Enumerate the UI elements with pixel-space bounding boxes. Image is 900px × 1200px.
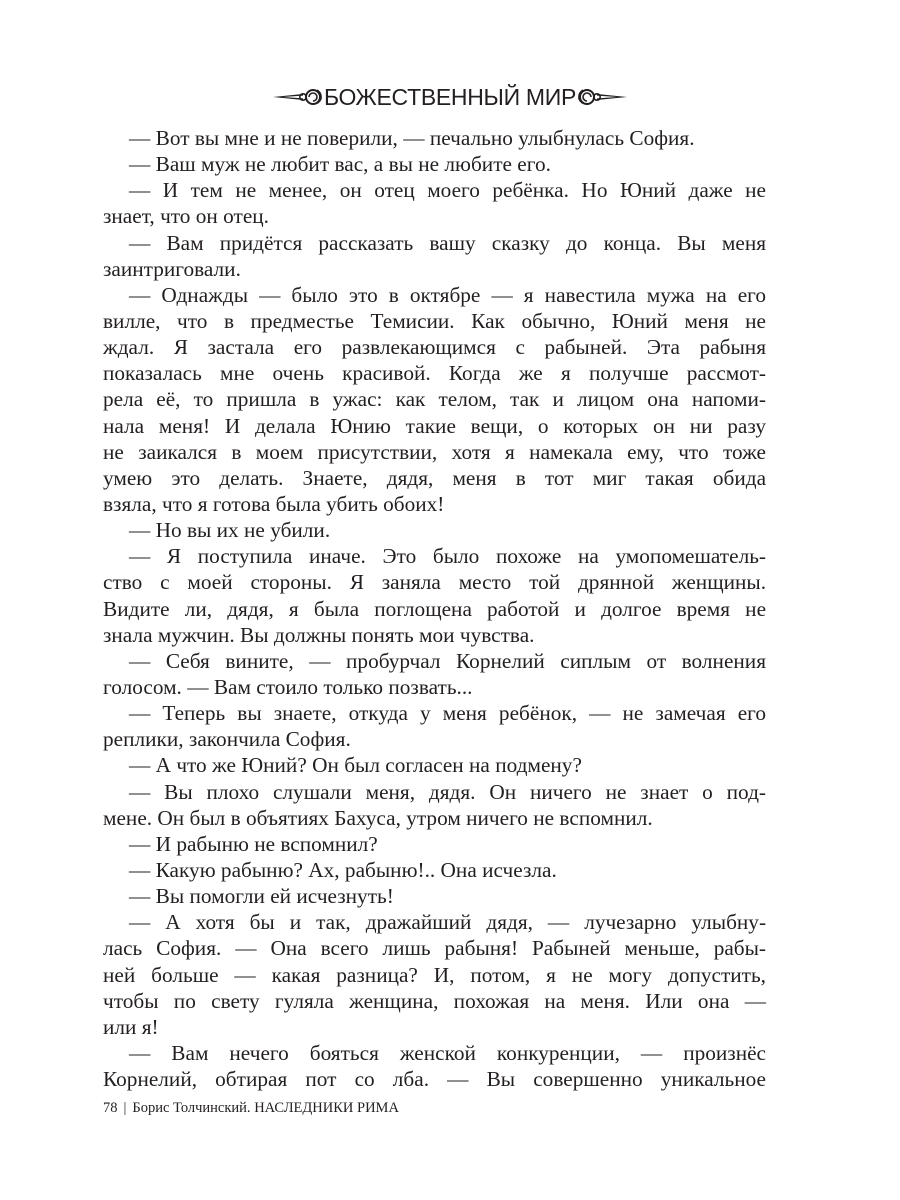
text-line: — Вы плохо слушали меня, дядя. Он ничего не знает о под- bbox=[129, 779, 767, 804]
text-line: голосом. — Вам стоило только позвать... bbox=[103, 674, 473, 699]
text-line: — Вы помогли ей исчезнуть! bbox=[129, 884, 394, 909]
text-line: — Вам нечего бояться женской конкуренции, — произнёс bbox=[129, 1040, 766, 1065]
scroll-ornament-left-icon bbox=[273, 87, 323, 107]
text-line: — Вам придётся рассказать вашу сказку до конца. Вы меня bbox=[129, 230, 767, 255]
page-footer bbox=[103, 1098, 399, 1118]
text-line: заинтриговали. bbox=[103, 256, 241, 281]
text-line: знала мужчин. Вы должны понять мои чувства. bbox=[103, 622, 535, 647]
text-line: — Какую рабыню? Ах, рабыню!.. Она исчезла. bbox=[129, 857, 557, 882]
text-line: вилле, что в предместье Темисии. Как обычно, Юний меня не bbox=[103, 308, 767, 333]
footer-author: Борис Толчинский. bbox=[132, 1100, 251, 1116]
body-text bbox=[103, 125, 766, 1092]
text-line: — И рабыню не вспомнил? bbox=[129, 831, 378, 856]
footer-separator: | bbox=[123, 1100, 127, 1116]
text-line: — Ваш муж не любит вас, а вы не любите его. bbox=[129, 152, 551, 177]
page-number: 78 bbox=[103, 1100, 118, 1116]
text-line: — А что же Юний? Он был согласен на подмену? bbox=[129, 753, 582, 778]
text-line: — И тем не менее, он отец моего ребёнка. Но Юний даже не bbox=[129, 178, 766, 203]
text-line: — А хотя бы и так, дражайший дядя, — лучезарно улыбну- bbox=[129, 910, 767, 935]
text-line: взяла, что я готова была убить обоих! bbox=[103, 491, 445, 516]
text-line: — Вот вы мне и не поверили, — печально улыбнулась София. bbox=[129, 126, 695, 150]
text-line: — Я поступила иначе. Это было похоже на умопомешатель- bbox=[129, 544, 766, 569]
text-line: Видите ли, дядя, я была поглощена работой и долгое время не bbox=[103, 596, 767, 621]
text-line: — Теперь вы знаете, откуда у меня ребёнок, — не замечая его bbox=[129, 701, 767, 726]
text-line: или я! bbox=[103, 1014, 159, 1039]
text-line: нала меня! И делала Юнию такие вещи, о которых он ни разу bbox=[103, 413, 766, 438]
text-line: рела её, то пришла в ужас: как телом, так и лицом она напоми- bbox=[103, 387, 766, 412]
text-line: ждал. Я застала его развлекающимся с рабыней. Эта рабыня bbox=[103, 335, 766, 360]
text-line: знает, что он отец. bbox=[103, 204, 269, 229]
running-head bbox=[0, 82, 900, 112]
text-line: ней больше — какая разница? И, потом, я не могу допустить, bbox=[103, 962, 766, 987]
text-line: чтобы по свету гуляла женщина, похожая на меня. Или она — bbox=[103, 988, 766, 1013]
text-line: — Но вы их не убили. bbox=[129, 518, 331, 543]
text-line: лась София. — Она всего лишь рабыня! Рабыней меньше, рабы- bbox=[103, 936, 767, 961]
text-line: реплики, закончила София. bbox=[103, 727, 351, 752]
text-line: умею это делать. Знаете, дядя, меня в тот миг такая обида bbox=[103, 465, 767, 490]
text-line: мене. Он был в объятиях Бахуса, утром ничего не вспомнил. bbox=[103, 805, 653, 830]
text-line: — Себя вините, — пробурчал Корнелий сиплым от волнения bbox=[129, 648, 766, 673]
text-line: Корнелий, обтирая пот со лба. — Вы совершенно уникальное bbox=[103, 1067, 766, 1092]
running-title: БОЖЕСТВЕННЫЙ МИР bbox=[323, 84, 577, 110]
text-line: не заикался в моем присутствии, хотя я намекала ему, что тоже bbox=[103, 439, 766, 464]
text-line: ство с моей стороны. Я заняла место той дрянной женщины. bbox=[103, 570, 767, 595]
footer-book-title: НАСЛЕДНИКИ РИМА bbox=[254, 1100, 399, 1116]
text-line: — Однажды — было это в октябре — я навестила мужа на его bbox=[129, 282, 767, 307]
text-line: показалась мне очень красивой. Когда же я получше рассмот- bbox=[103, 361, 767, 386]
scroll-ornament-right-icon bbox=[577, 87, 627, 107]
